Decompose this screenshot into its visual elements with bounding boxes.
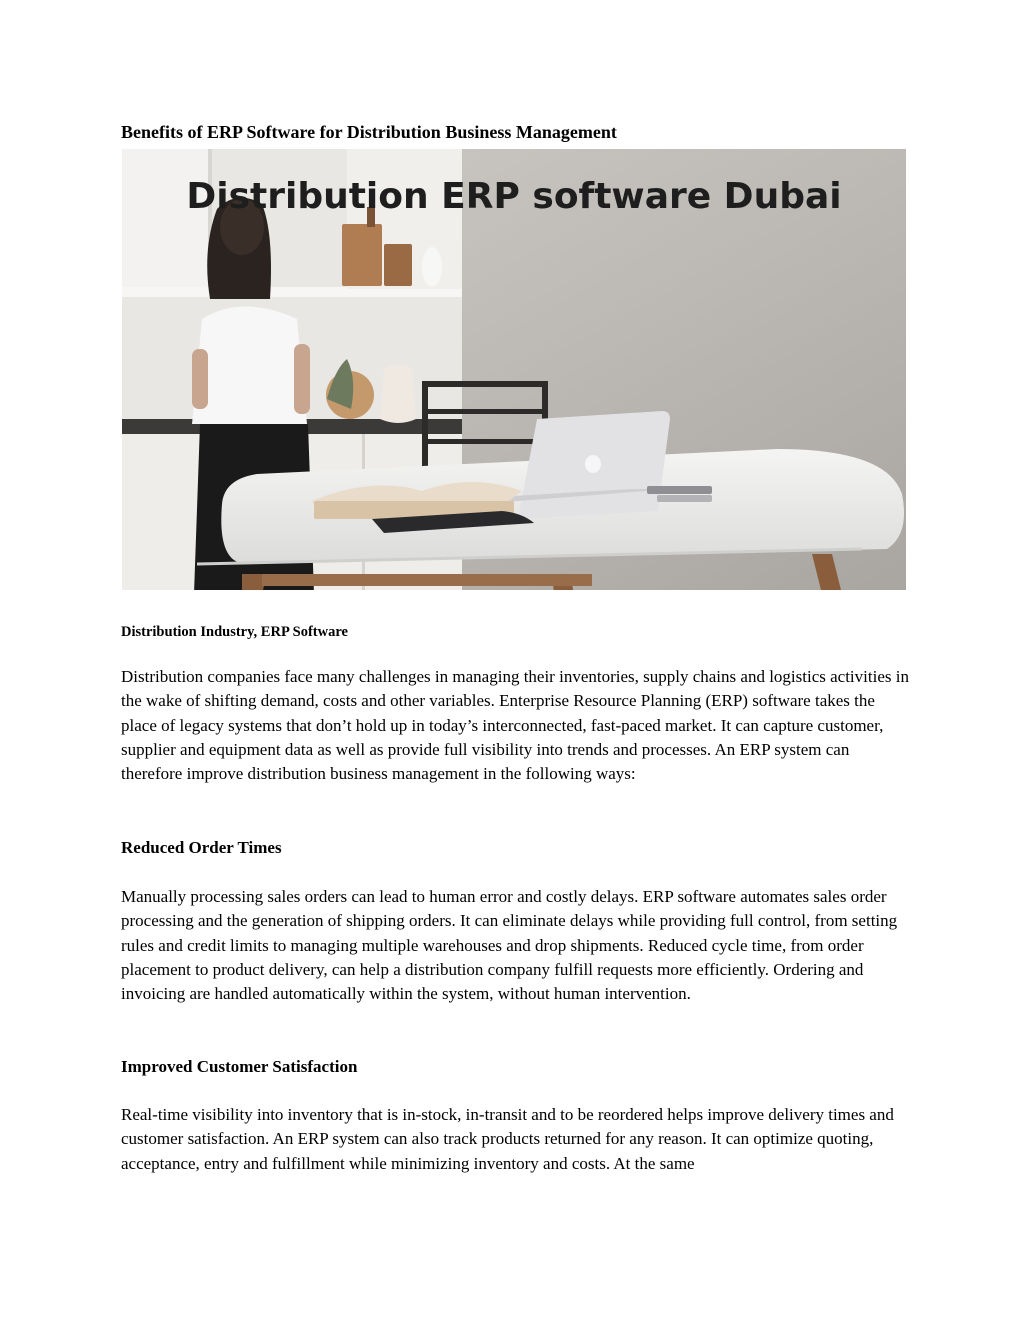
section-body-improved-customer-satisfaction: Real-time visibility into inventory that is in-stock, in-transit and to be reordered helps improve delivery times and customer satisfaction. An ERP system can also track products returned for any reason. It can optimize quoting, acceptance, entry and fulfillment while minimizing inventory and costs. At the same [121,1105,894,1173]
section-body-reduced-order-times: Manually processing sales orders can lead to human error and costly delays. ERP software automates sales order processing and the generation of shipping orders. It can eliminate delays while providing full control, from setting rules and credit limits to managing multiple warehouses and drop shipments. Reduced cycle time, from order placement to product delivery, can help a distribution company fulfill requests more efficiently. Ordering and invoicing are handled automatically within the system, without human intervention. [121,887,898,1004]
article-tags: Distribution Industry, ERP Software [121,624,348,640]
section-heading-reduced-order-times: Reduced Order Times [121,838,282,857]
hero-illustration [122,149,906,590]
hero-image [122,149,906,590]
article-title: Benefits of ERP Software for Distribution Business Management [121,122,617,142]
banner-text: Distribution ERP software Dubai [186,176,842,217]
section-heading-improved-customer-satisfaction: Improved Customer Satisfaction [121,1057,358,1076]
intro-paragraph: Distribution companies face many challenges in managing their inventories, supply chains and logistics activities in the wake of shifting demand, costs and other variables. Enterprise Resource Planning (ERP) software takes the place of legacy systems that don’t hold up in today’s interconnected, fast-paced market. It can capture customer, supplier and equipment data as well as provide full visibility into trends and processes. An ERP system can therefore improve distribution business management in the following ways: [121,667,909,784]
